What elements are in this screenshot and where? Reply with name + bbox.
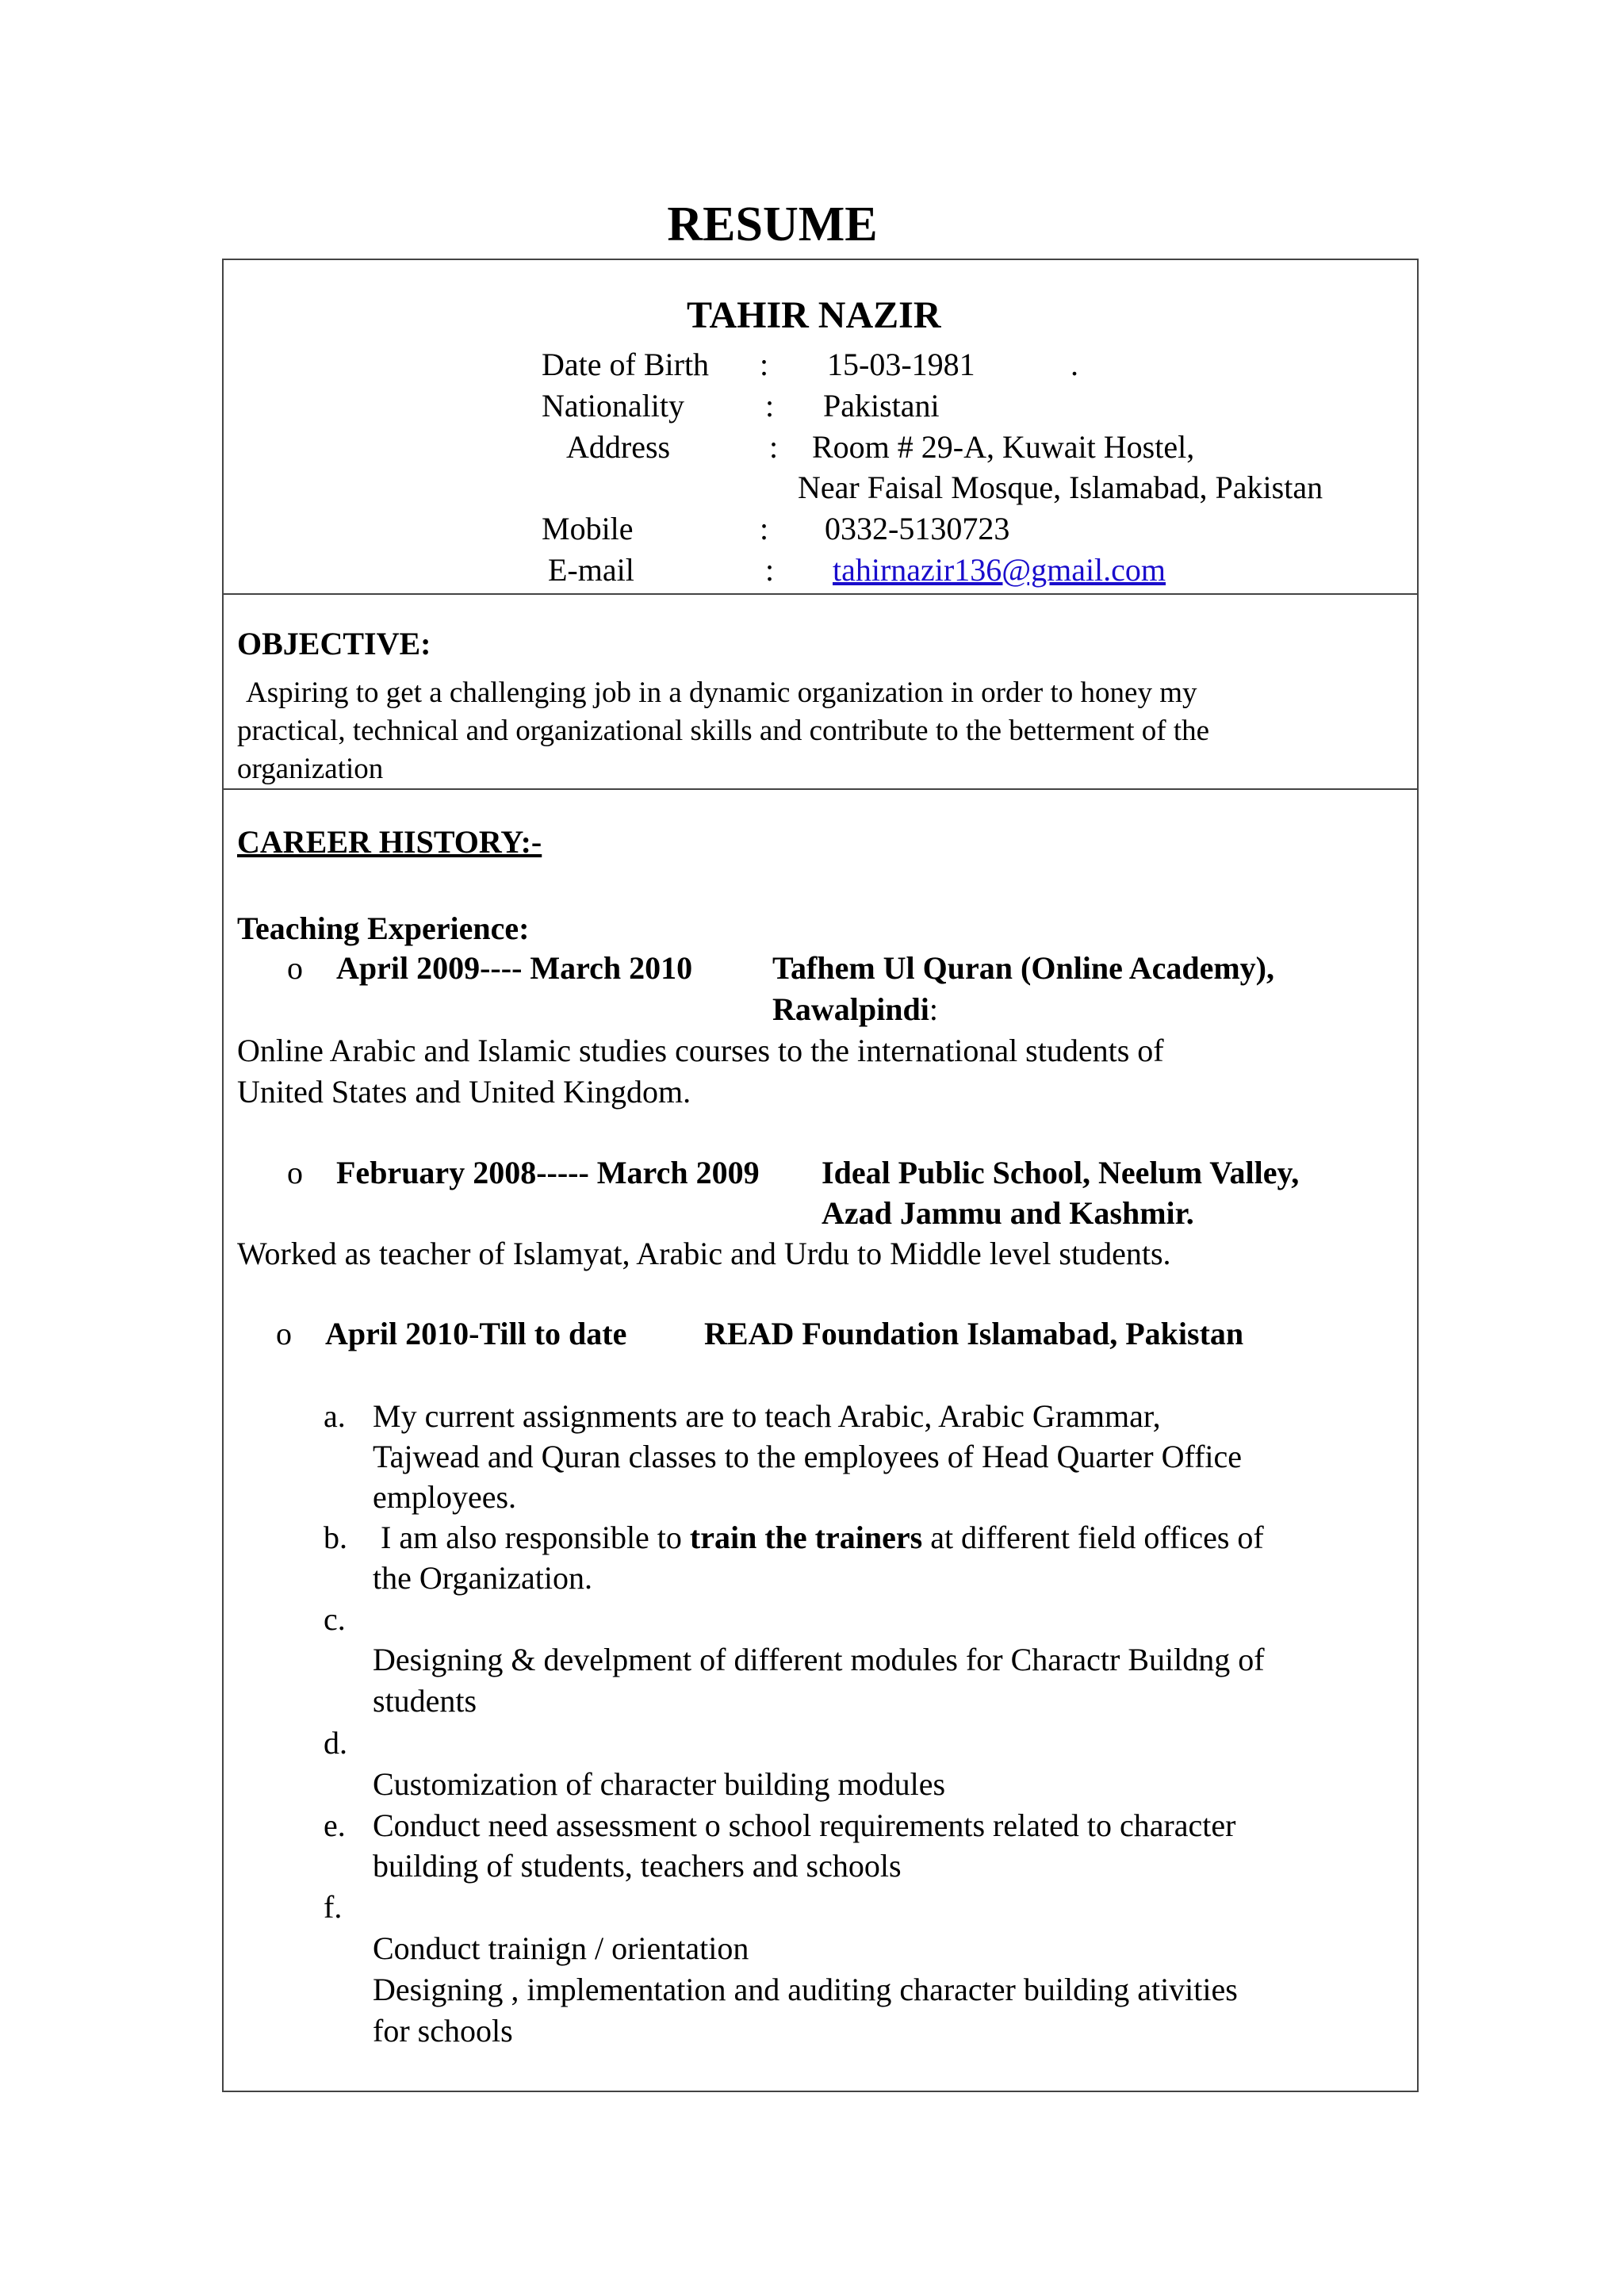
job3-dates: April 2010-Till to date [325,1316,627,1351]
teaching-subheading: Teaching Experience: [237,910,530,946]
nationality-colon: : [765,388,775,424]
item-a-line-1: My current assignments are to teach Arabic, Arabic Grammar, [373,1398,1161,1434]
objective-line-1: Aspiring to get a challenging job in a dynamic organization in order to honey my [246,677,1197,709]
item-f-line-3: for schools [373,2013,513,2049]
item-c-marker: c. [324,1601,346,1637]
item-c-line-1: Designing & develpment of different modules for Charactr Buildng of [373,1642,1265,1677]
item-a-line-2: Tajwead and Quran classes to the employees of Head Quarter Office [373,1439,1243,1474]
item-e-line-2: building of students, teachers and schools [373,1848,902,1884]
address-label: Address [566,429,671,465]
address-line-2: Near Faisal Mosque, Islamabad, Pakistan [798,470,1323,505]
mobile-value: 0332-5130723 [825,511,1010,546]
nationality-label: Nationality [542,388,684,424]
email-label: E-mail [548,552,634,588]
item-b-text-bold: train the trainers [689,1520,923,1555]
item-f-line-1: Conduct trainign / orientation [373,1930,749,1966]
job1-employer-line-2: Rawalpindi [772,991,929,1027]
section-divider-header [222,593,1419,595]
document-title: RESUME [667,197,878,251]
address-colon: : [769,429,779,465]
item-b-text-post: at different field offices of [922,1520,1264,1555]
dob-label: Date of Birth [542,347,710,382]
item-b-text-pre: I am also responsible to [373,1520,690,1555]
item-a-line-3: employees. [373,1479,517,1515]
candidate-name: TAHIR NAZIR [687,294,941,336]
item-f-line-2: Designing , implementation and auditing character building ativities [373,1972,1238,2007]
mobile-label: Mobile [542,511,634,546]
objective-line-3: organization [237,753,384,785]
job1-desc-line-1: Online Arabic and Islamic studies courses to the international students of [237,1033,1164,1068]
item-b-line-1 [373,1519,1264,1556]
job2-desc-line-1: Worked as teacher of Islamyat, Arabic and Urdu to Middle level students. [237,1236,1171,1271]
stray-dot: . [1071,347,1078,382]
item-b-marker: b. [324,1520,347,1555]
item-a-marker: a. [324,1398,346,1434]
item-b-line-2: the Organization. [373,1560,592,1596]
item-e-line-1: Conduct need assessment o school requirements related to character [373,1807,1236,1843]
job1-employer-suffix: : [929,991,938,1027]
mobile-colon: : [760,511,769,546]
job2-employer-line-2: Azad Jammu and Kashmir. [822,1195,1194,1231]
section-divider-objective [222,788,1419,790]
job1-employer-line-1: Tafhem Ul Quran (Online Academy), [772,950,1274,986]
item-e-marker: e. [324,1807,346,1843]
nationality-value: Pakistani [823,388,940,424]
objective-heading: OBJECTIVE: [237,626,431,661]
item-d-line-1: Customization of character building modules [373,1766,946,1802]
career-heading: CAREER HISTORY:- [237,824,542,860]
job1-desc-line-2: United States and United Kingdom. [237,1074,691,1110]
job3-employer: READ Foundation Islamabad, Pakistan [704,1316,1244,1351]
email-colon: : [765,552,775,588]
job1-bullet: o [287,950,303,986]
job1-dates: April 2009---- March 2010 [336,950,693,986]
job2-dates: February 2008----- March 2009 [336,1155,760,1190]
job2-bullet: o [287,1155,303,1190]
dob-colon: : [760,347,769,382]
item-d-marker: d. [324,1725,347,1761]
job2-employer-line-1: Ideal Public School, Neelum Valley, [822,1155,1300,1190]
email-link[interactable]: tahirnazir136@gmail.com [833,552,1166,588]
address-line-1: Room # 29-A, Kuwait Hostel, [812,429,1195,465]
objective-line-2: practical, technical and organizational skills and contribute to the betterment of the [237,715,1210,747]
item-f-marker: f. [324,1889,343,1925]
item-c-line-2: students [373,1683,477,1719]
job3-bullet: o [276,1316,292,1351]
dob-value: 15-03-1981 [827,347,975,382]
